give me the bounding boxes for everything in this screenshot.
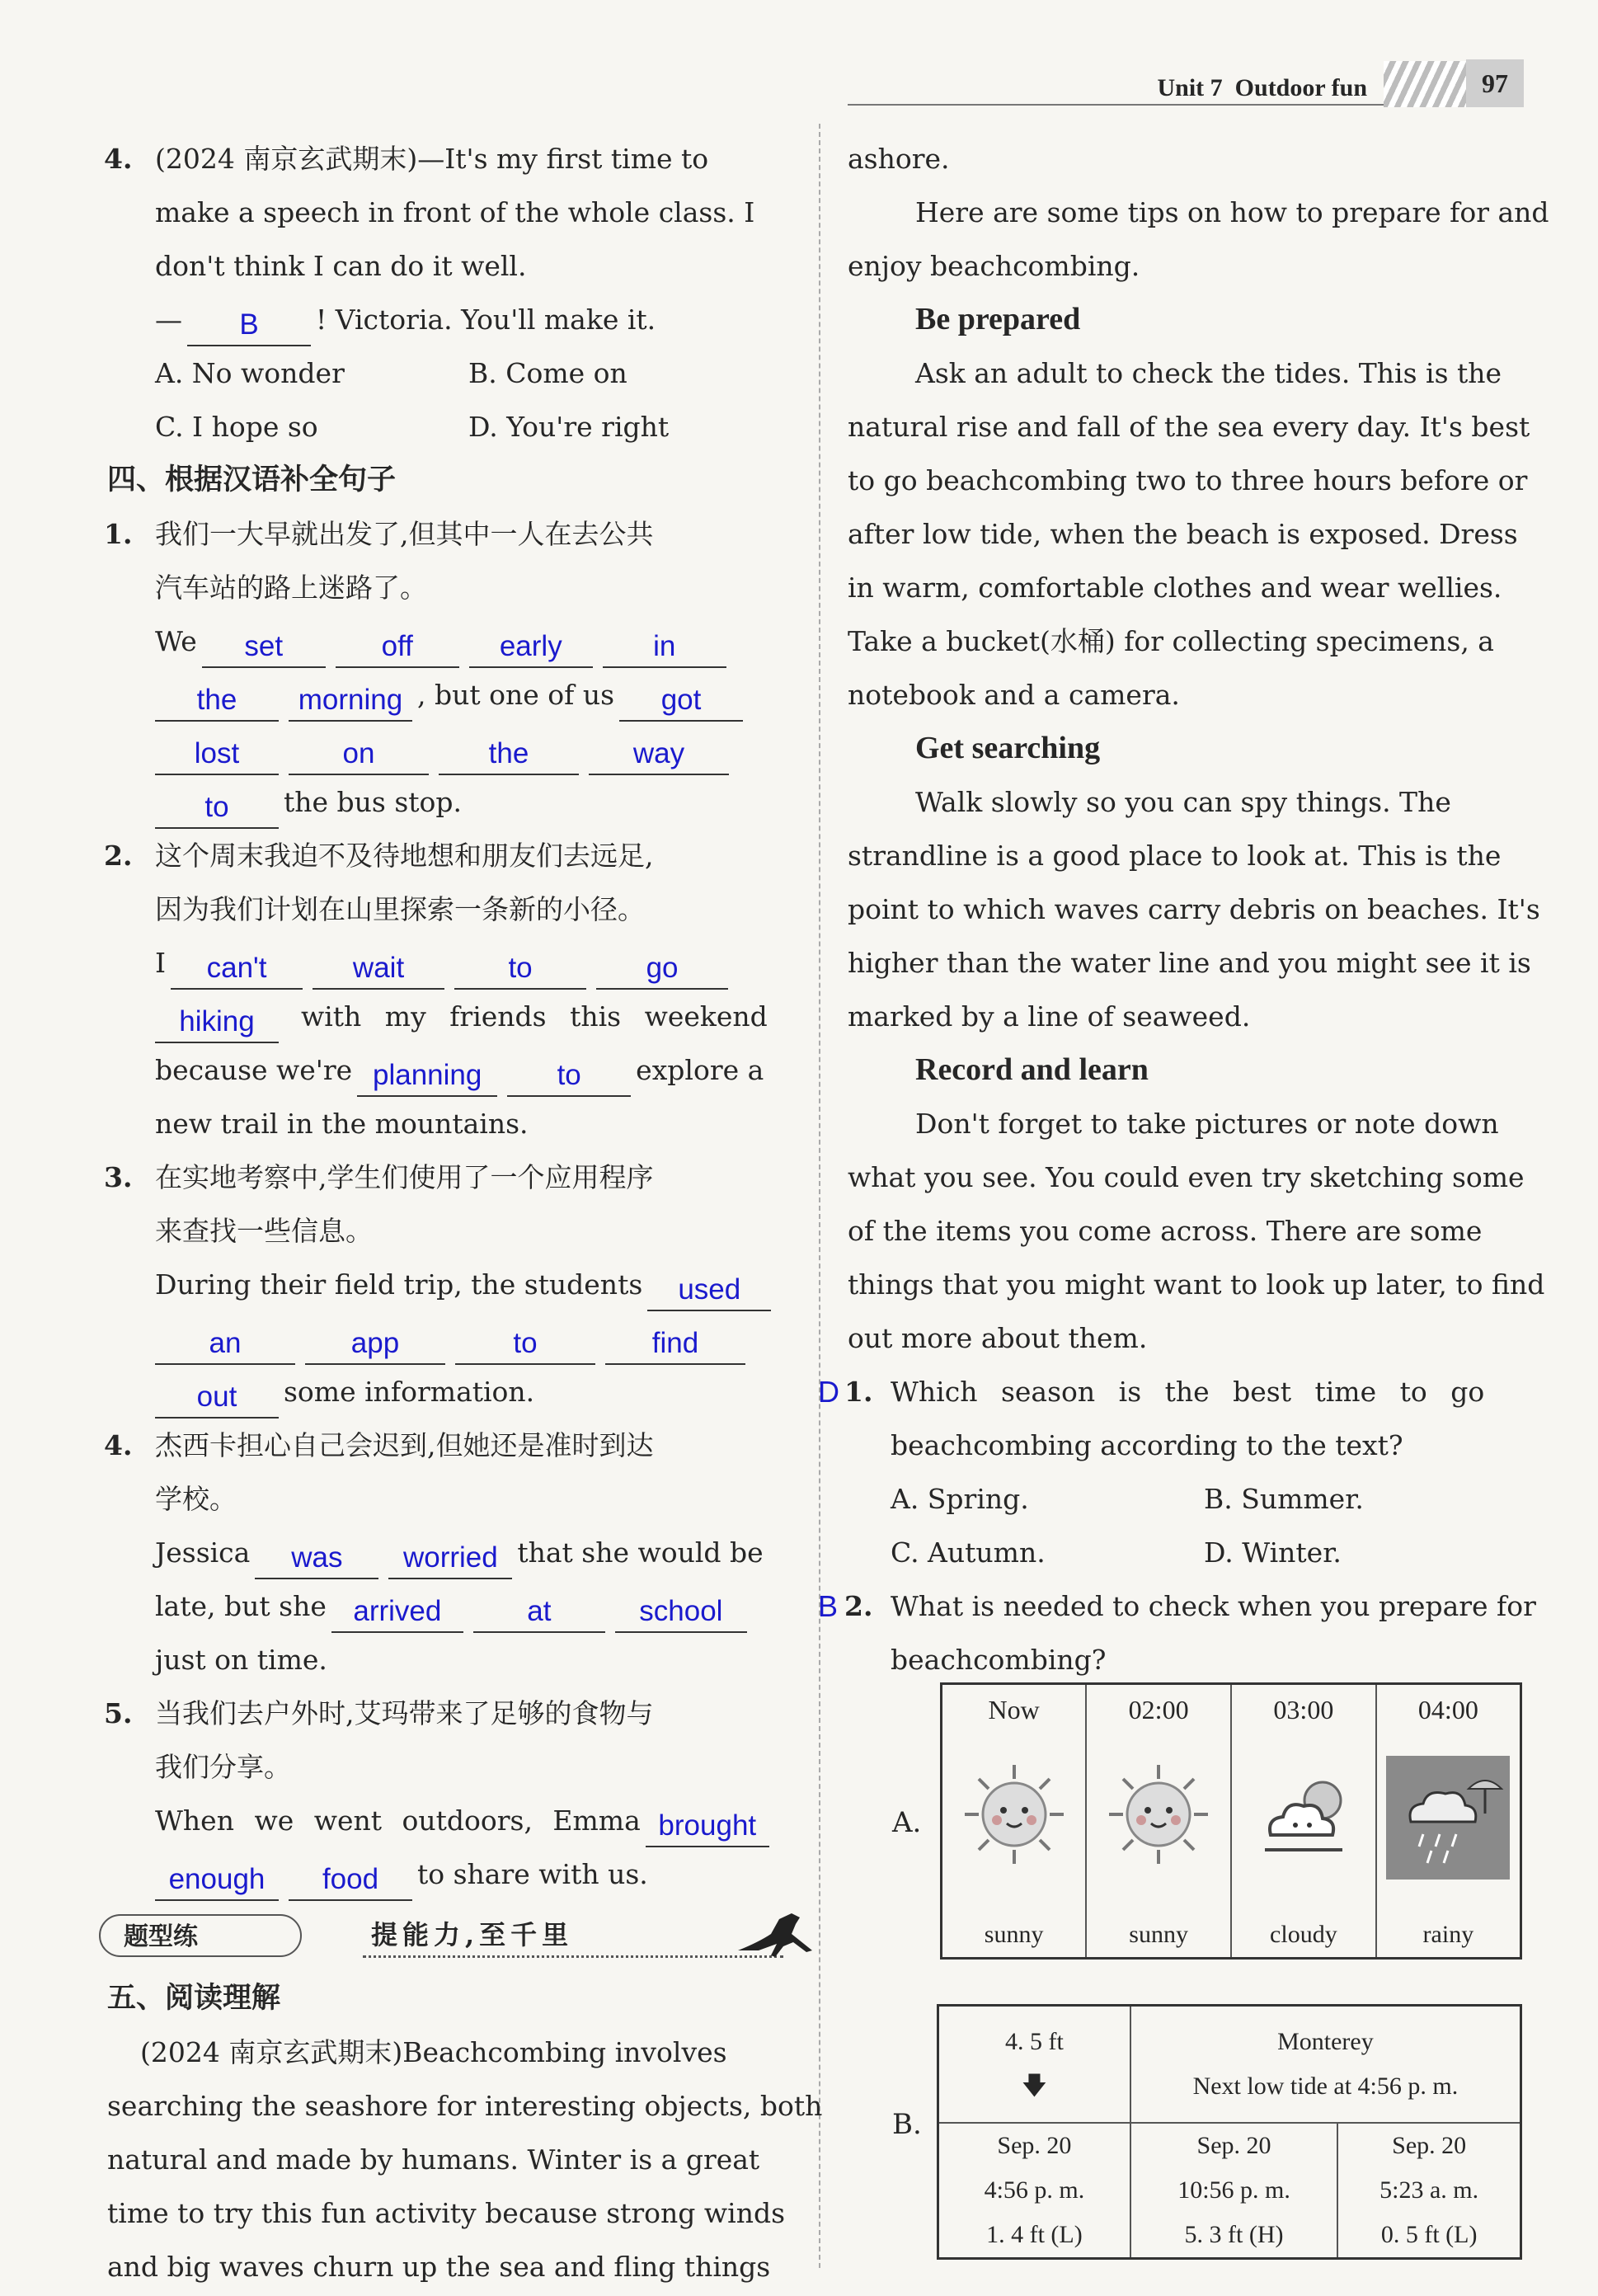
subheading: Be prepared <box>915 302 1081 336</box>
arrow-down-icon: 🡇 <box>1021 2073 1047 2100</box>
option-a-label: A. <box>892 1806 922 1839</box>
banner-label: 题型练 <box>99 1914 302 1957</box>
tide-height-cell: 4. 5 ft 🡇 <box>938 2006 1130 2124</box>
weather-cell: Now sunny <box>942 1684 1087 1959</box>
page-header <box>848 59 1524 109</box>
weather-cell: 03:00 cloudy <box>1231 1684 1376 1959</box>
banner-slogan: 提能力,至千里 <box>371 1919 574 1950</box>
answer-blank[interactable]: the <box>439 736 579 775</box>
answer-blank[interactable]: early <box>469 628 593 668</box>
answer-blank[interactable]: to <box>454 950 586 990</box>
rain-icon <box>1386 1756 1510 1880</box>
header-unit: Unit 7 Outdoor fun <box>1157 74 1367 101</box>
practice-banner <box>99 1909 792 1967</box>
answer-mark[interactable]: B <box>818 1589 839 1623</box>
answer-blank[interactable]: used <box>647 1272 771 1311</box>
tide-cell: Sep. 20 10:56 p. m. 5. 3 ft (H) <box>1130 2123 1338 2259</box>
section-title: 五、阅读理解 <box>107 1982 281 2015</box>
tide-cell: Sep. 20 4:56 p. m. 1. 4 ft (L) <box>938 2123 1130 2259</box>
answer-blank[interactable]: planning <box>357 1057 497 1097</box>
right-column: ashore. Here are some tips on how to prepare for and enjoy beachcombing. Be prepared Ask an adult to check the tides. This is the natural rise and fall of the sea every day. It's best to go beachcombing two to three hours before or after low tide, when the beach is exposed. Dress in warm, comfortable clothes and wear wellies. Take a bucket(水桶) for collecting specimens, a notebook and a camera. Get searching Walk slowly so you can spy things. The strandline is a good place to look at. This is the point to which waves carry debris on beaches. It's higher than the water line and you might see it is marked by a line of seaweed. Record and learn Don't forget to take pictures or note down what you see. You could even try sketching some of the items you come across. There are some things that you might want to look up later, to find out more about them. D 1. Which season is the best time to go beachcombing according to the text? A. Spring. B. Summer. C. Autumn. D. Winter. B 2. What is needed to check when you prepare for beachcombing? <box>818 143 1549 1676</box>
answer-blank[interactable]: to <box>455 1325 595 1365</box>
answer-blank[interactable]: the <box>155 682 279 722</box>
banner-dots <box>363 1955 783 1958</box>
answer-blank[interactable]: arrived <box>331 1593 463 1633</box>
tide-table <box>937 2004 1522 2260</box>
answer-blank[interactable]: school <box>615 1593 747 1633</box>
answer-blank[interactable]: app <box>305 1325 445 1365</box>
answer-blank[interactable]: at <box>473 1593 605 1633</box>
answer-blank[interactable]: can't <box>171 950 303 990</box>
cloud-icon <box>1250 1761 1357 1868</box>
weather-cell: 02:00 sunny <box>1086 1684 1231 1959</box>
answer-blank[interactable]: morning <box>289 682 412 722</box>
answer-blank[interactable]: hiking <box>155 1004 279 1043</box>
answer-mark[interactable]: D <box>818 1375 839 1409</box>
section-title: 四、根据汉语补全句子 <box>107 463 397 496</box>
option-b-label: B. <box>892 2108 922 2141</box>
answer-blank[interactable]: to <box>507 1057 631 1097</box>
subheading: Get searching <box>915 731 1101 765</box>
answer-blank[interactable]: B <box>187 307 311 346</box>
answer-blank[interactable]: enough <box>155 1861 279 1901</box>
answer-blank[interactable]: was <box>255 1540 378 1579</box>
answer-blank[interactable]: on <box>289 736 429 775</box>
left-column: 4. (2024 南京玄武期末)—It's my first time to make a speech in front of the whole class. I don't think I can do it well. — B ! Victoria. You'll make it. A. No wonder B. Come on C. I hope so D. You're right 四、根据汉语补全句子 1. 我们一大早就出发了,但其中一人在去公共 汽车站的路上迷路了。 We set off early in the morning , but one of us got lost on the way to the bus stop. 2. 这个周末我迫不及待地想和朋友们去远足, 因为我们计划在山里探索一条新的小径。 I can't wait to go hiking with my friends this weekend because we're planning to explore a new trail in the mountains. 3. 在实地考察中,学生们使用了一个应用程序 来查找一些信息。 During their field trip, the students used an app to find out some information. 4. 杰西卡担心自己会迟到,但她还是准时到达 学校。 Jessica was worried that she would be late, but she arrived at school just on time. 5. 当我们去户外时,艾玛带来了足够的食物与 我们分享。 When we went outdoors, Emma brought enough food to share with us. 题型练 提能力,至千里 五、阅读理解 (2024 南京玄武期末)Beachcombing involves searching the seashore for interesting objects, both natural and made by humans. Winter is a great time to try this fun activity because strong winds and big waves churn up the sea and fling things <box>107 132 792 2294</box>
answer-blank[interactable]: find <box>605 1325 745 1365</box>
tide-cell: Sep. 20 5:23 a. m. 0. 5 ft (L) <box>1337 2123 1520 2259</box>
answer-blank[interactable]: got <box>619 682 743 722</box>
tide-location-cell: Monterey Next low tide at 4:56 p. m. <box>1130 2006 1521 2124</box>
answer-blank[interactable]: worried <box>388 1540 512 1579</box>
horse-icon <box>734 1909 825 1969</box>
weather-cell: 04:00 rainy <box>1376 1684 1521 1959</box>
question-number: 4. <box>104 143 133 175</box>
answer-blank[interactable]: lost <box>155 736 279 775</box>
answer-blank[interactable]: an <box>155 1325 295 1365</box>
answer-blank[interactable]: set <box>202 628 326 668</box>
subheading: Record and learn <box>915 1052 1149 1087</box>
sun-icon <box>1105 1761 1212 1868</box>
sun-icon <box>961 1761 1068 1868</box>
answer-blank[interactable]: wait <box>313 950 444 990</box>
answer-blank[interactable]: off <box>336 628 459 668</box>
answer-blank[interactable]: way <box>589 736 729 775</box>
header-stripes <box>1384 61 1466 107</box>
answer-blank[interactable]: to <box>155 789 279 829</box>
answer-blank[interactable]: in <box>603 628 726 668</box>
answer-blank[interactable]: out <box>155 1379 279 1419</box>
weather-forecast-table <box>940 1682 1522 1960</box>
answer-blank[interactable]: go <box>596 950 728 990</box>
answer-blank[interactable]: brought <box>646 1808 769 1847</box>
answer-blank[interactable]: food <box>289 1861 412 1901</box>
page-number: 97 <box>1466 59 1524 107</box>
